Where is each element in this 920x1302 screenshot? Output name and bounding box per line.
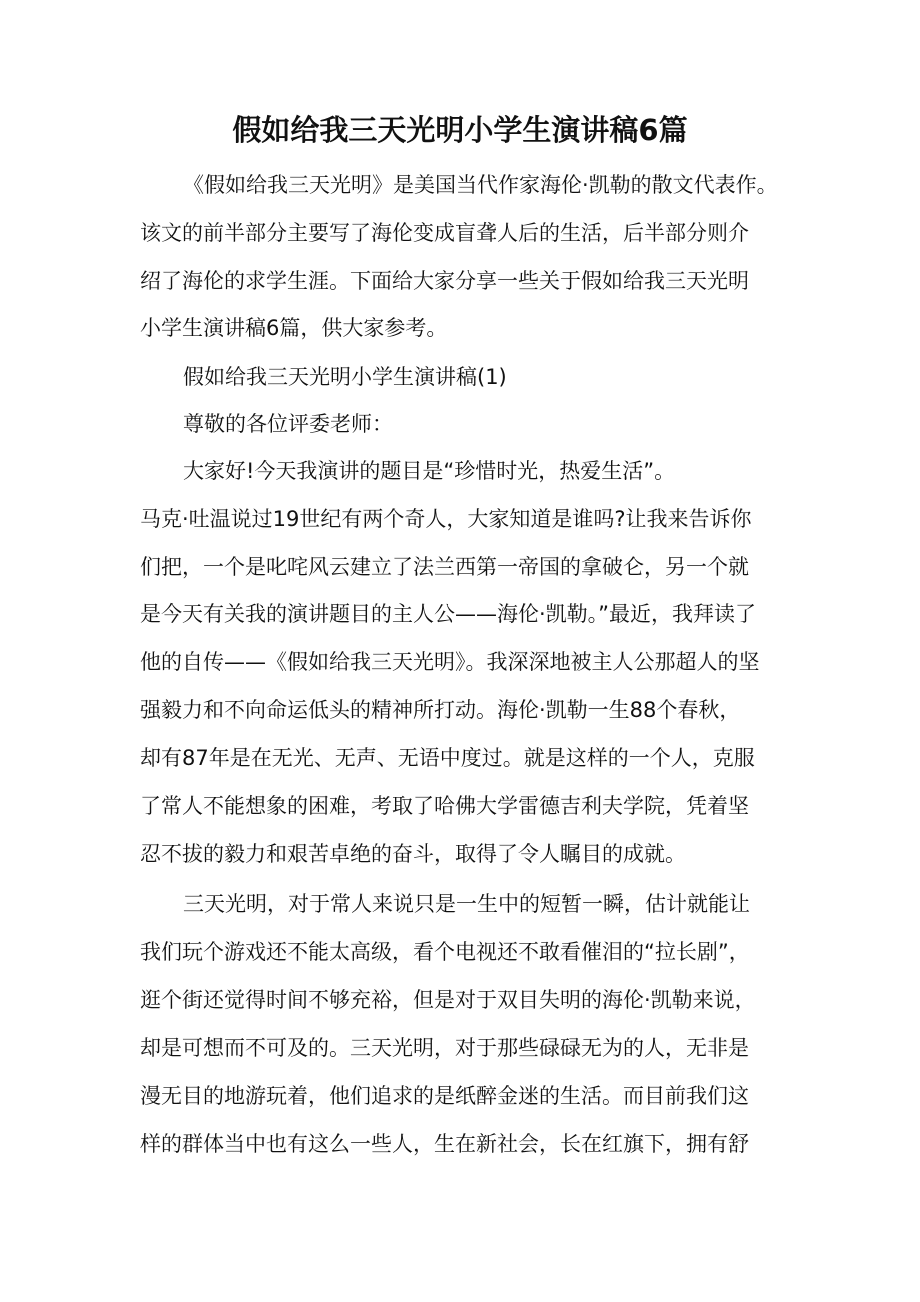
text-line: 忍不拔的毅力和艰苦卓绝的奋斗，取得了令人瞩目的成就。 [140, 842, 686, 866]
text-line: 绍了海伦的求学生涯。下面给大家分享一些关于假如给我三天光明 [140, 269, 749, 293]
text-line: 尊敬的各位评委老师： [183, 412, 393, 436]
text-line: 漫无目的地游玩着，他们追求的是纸醉金迷的生活。而目前我们这 [140, 1084, 749, 1108]
text-line: 却有87年是在无光、无声、无语中度过。就是这样的一个人，克服 [140, 746, 755, 770]
text-line: 大家好!今天我演讲的题目是“珍惜时光，热爱生活”。 [183, 459, 676, 483]
text-line: 马克·吐温说过19世纪有两个奇人，大家知道是谁吗?让我来告诉你 [140, 507, 752, 531]
section-heading: 假如给我三天光明小学生演讲稿(1) [183, 365, 507, 389]
text-line: 《假如给我三天光明》是美国当代作家海伦·凯勒的散文代表作。 [183, 173, 778, 197]
text-line: 该文的前半部分主要写了海伦变成盲聋人后的生活，后半部分则介 [140, 221, 749, 245]
text-line: 们把，一个是叱咤风云建立了法兰西第一帝国的拿破仑，另一个就 [140, 555, 749, 579]
text-line: 却是可想而不可及的。三天光明，对于那些碌碌无为的人，无非是 [140, 1036, 749, 1060]
document-title: 假如给我三天光明小学生演讲稿6篇 [232, 113, 688, 147]
text-line: 强毅力和不向命运低头的精神所打动。海伦·凯勒一生88个春秋， [140, 698, 741, 722]
text-line: 三天光明，对于常人来说只是一生中的短暂一瞬，估计就能让 [183, 892, 750, 916]
text-line: 逛个街还觉得时间不够充裕，但是对于双目失明的海伦·凯勒来说， [140, 988, 756, 1012]
text-line: 样的群体当中也有这么一些人，生在新社会，长在红旗下，拥有舒 [140, 1132, 749, 1156]
text-line: 了常人不能想象的困难，考取了哈佛大学雷德吉利夫学院，凭着坚 [140, 794, 749, 818]
text-line: 他的自传——《假如给我三天光明》。我深深地被主人公那超人的坚 [140, 650, 760, 674]
text-line: 小学生演讲稿6篇，供大家参考。 [140, 316, 448, 340]
text-line: 是今天有关我的演讲题目的主人公——海伦·凯勒。”最近，我拜读了 [140, 602, 757, 626]
text-line: 我们玩个游戏还不能太高级，看个电视还不敢看催泪的“拉长剧”， [140, 940, 750, 964]
